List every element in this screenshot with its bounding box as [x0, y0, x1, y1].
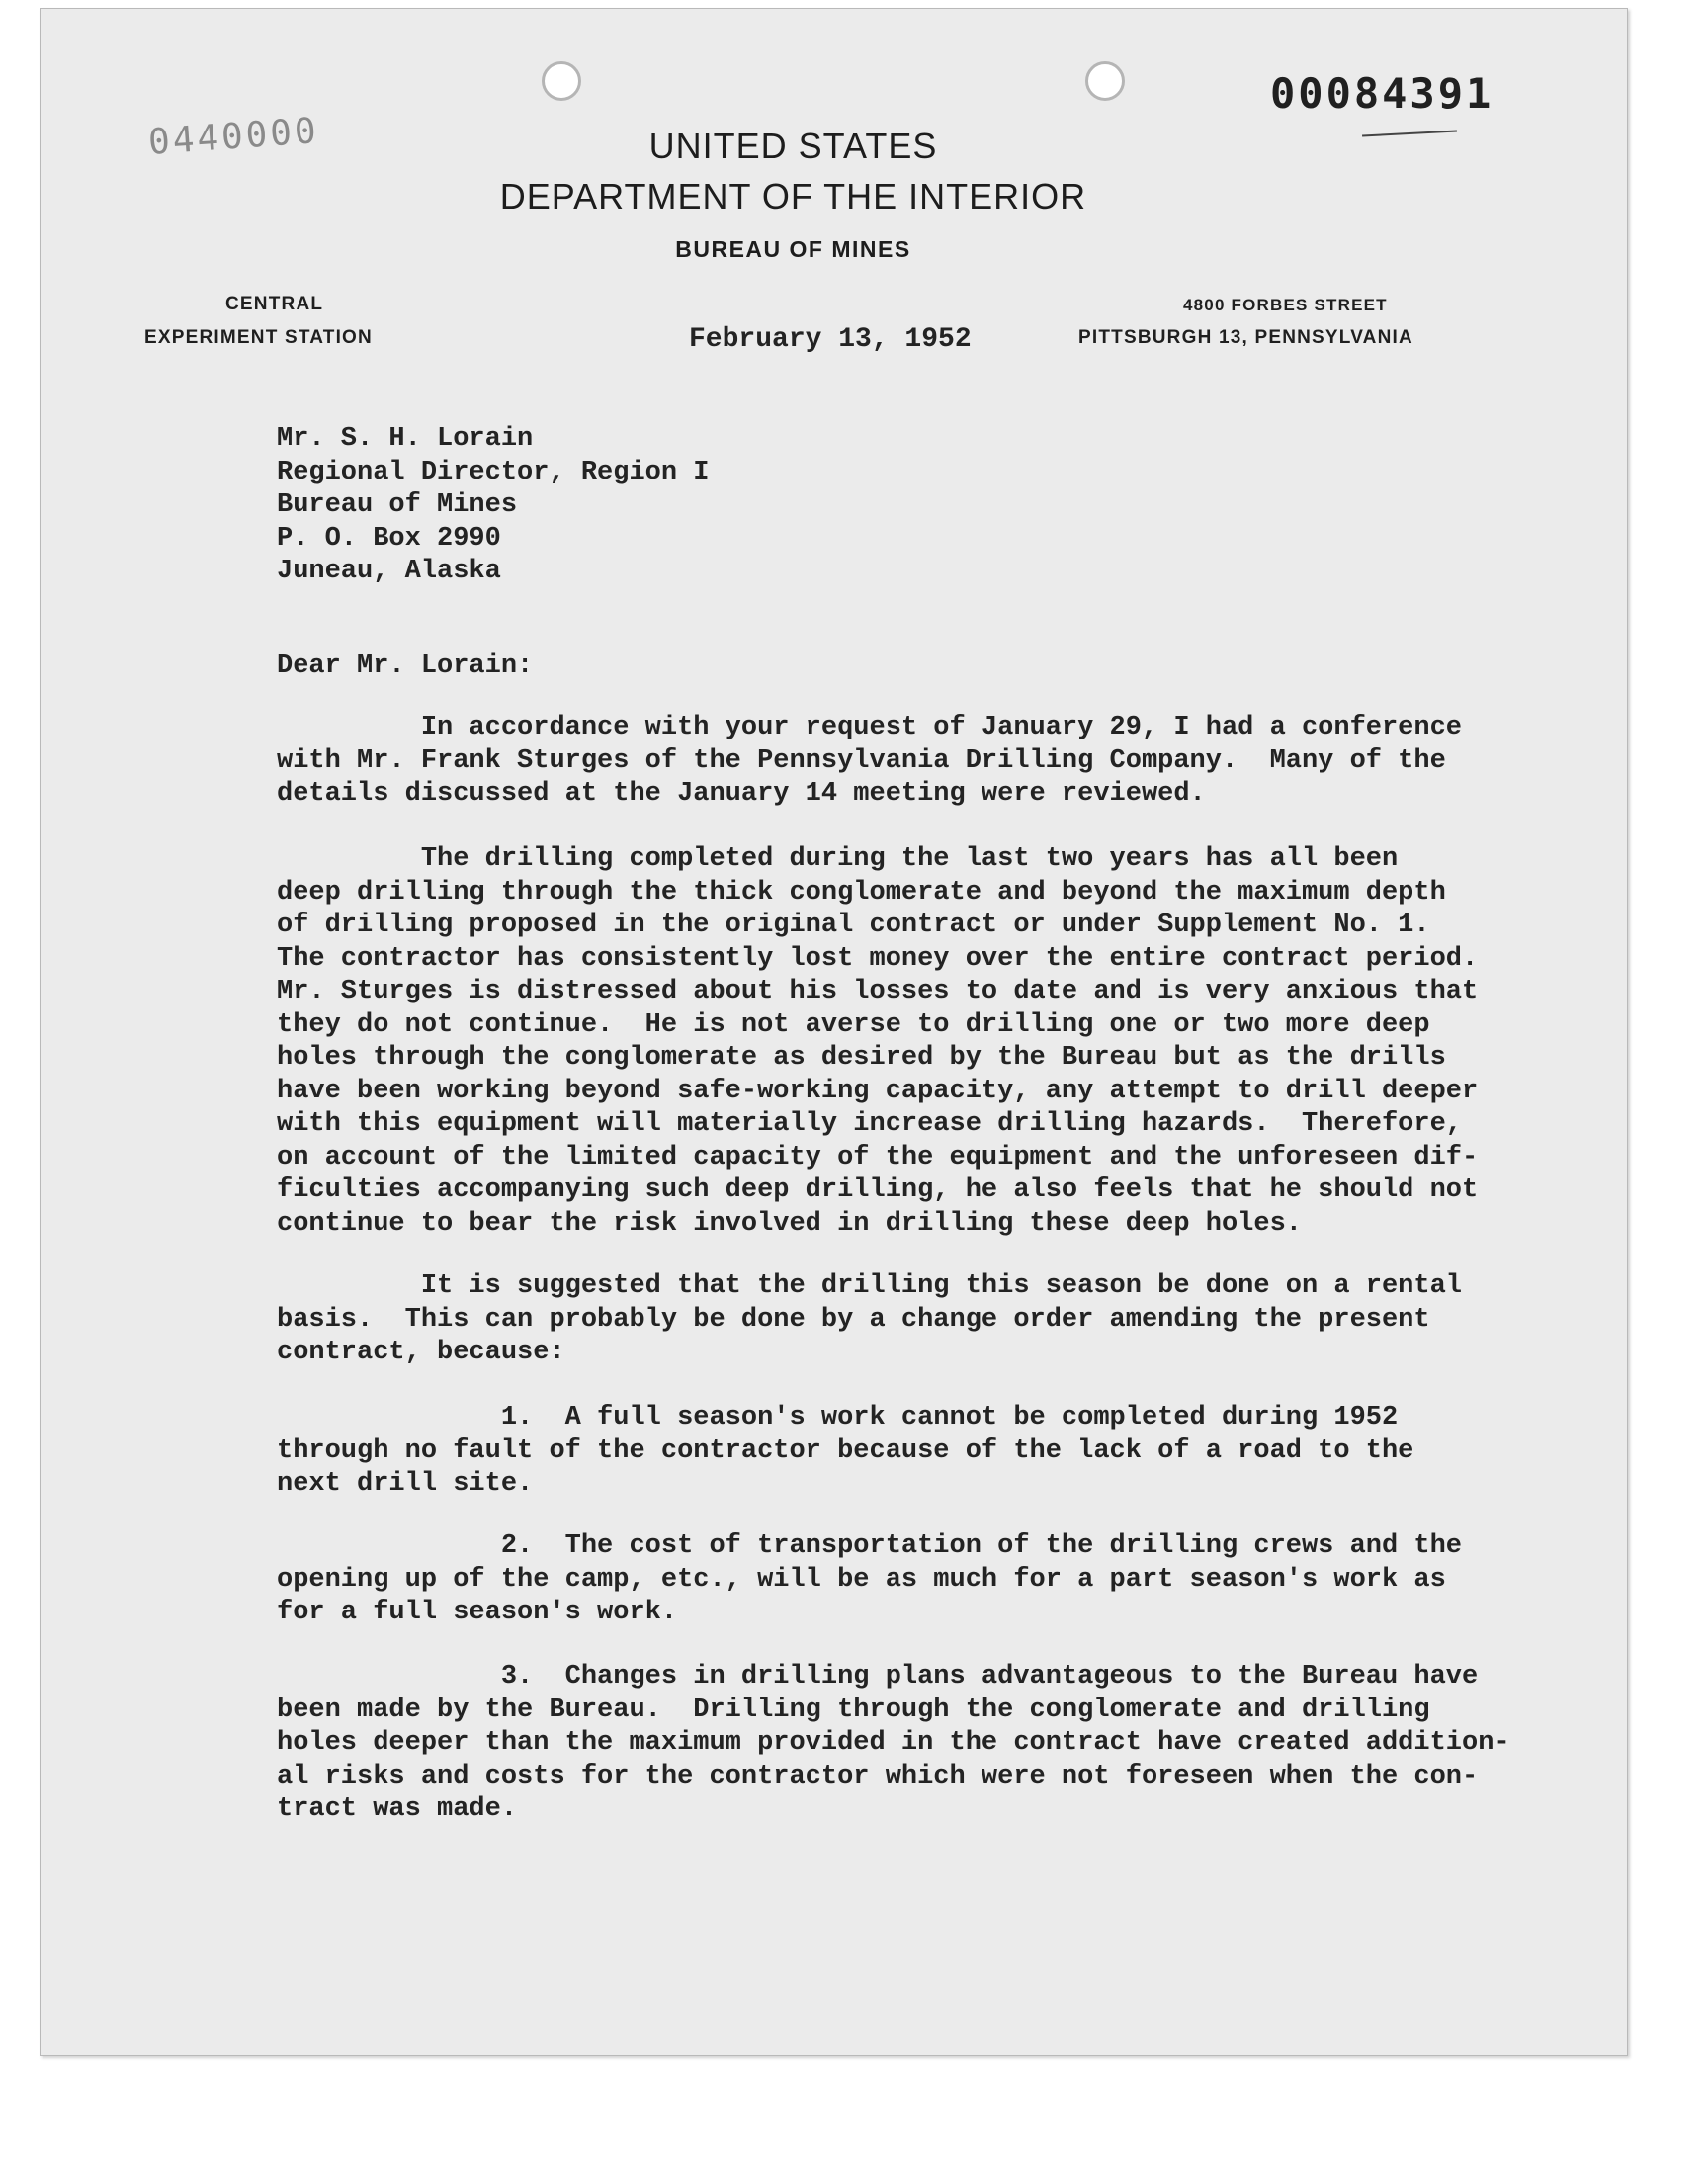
list-item-1 — [277, 1402, 1413, 1502]
recipient-line: Juneau, Alaska — [277, 557, 501, 586]
body-line: continue to bear the risk involved in drilling these deep holes. — [277, 1208, 1302, 1239]
binder-hole-right — [1085, 61, 1125, 101]
letterhead-right-line-2: PITTSBURGH 13, PENNSYLVANIA — [1078, 327, 1413, 348]
body-line: for a full season's work. — [277, 1598, 678, 1627]
stamp-number-left: 0440000 — [146, 111, 320, 163]
paragraph-3 — [277, 1270, 1462, 1370]
body-line: It is suggested that the drilling this season be done on a rental — [277, 1271, 1462, 1301]
body-line: al risks and costs for the contractor which were not foreseen when the con- — [277, 1761, 1479, 1791]
body-line: In accordance with your request of January 29, I had a conference — [277, 713, 1462, 742]
letterhead-line-2: DEPARTMENT OF THE INTERIOR — [499, 176, 1087, 217]
letter-date: February 13, 1952 — [689, 324, 972, 355]
recipient-address — [277, 423, 709, 589]
letterhead-left-line-2: EXPERIMENT STATION — [144, 327, 373, 348]
body-line: tract was made. — [277, 1794, 518, 1824]
body-line: details discussed at the January 14 meeting were reviewed. — [277, 779, 1206, 809]
body-line: next drill site. — [277, 1469, 534, 1499]
body-line: ficulties accompanying such deep drilling, he also feels that he should not — [277, 1175, 1479, 1205]
body-line: with Mr. Frank Sturges of the Pennsylvania Drilling Company. Many of the — [277, 745, 1446, 776]
stamp-number-right: 00084391 — [1270, 69, 1494, 118]
recipient-line: Mr. S. H. Lorain — [277, 424, 534, 454]
body-line: with this equipment will materially increase drilling hazards. Therefore, — [277, 1109, 1462, 1139]
body-line: through no fault of the contractor because of the lack of a road to the — [277, 1436, 1414, 1466]
body-line: The contractor has consistently lost money over the entire contract period. — [277, 943, 1479, 974]
body-line: deep drilling through the thick conglomerate and beyond the maximum depth — [277, 877, 1446, 908]
recipient-line: P. O. Box 2990 — [277, 523, 501, 554]
list-item-2 — [277, 1530, 1462, 1630]
body-line: they do not continue. He is not averse to drilling one or two more deep — [277, 1009, 1430, 1040]
recipient-line: Regional Director, Region I — [277, 457, 710, 487]
paragraph-1 — [277, 712, 1462, 812]
body-line: 3. Changes in drilling plans advantageous to the Bureau have — [277, 1662, 1479, 1692]
body-line: of drilling proposed in the original contract or under Supplement No. 1. — [277, 911, 1430, 940]
letterhead-right-line-1: 4800 FORBES STREET — [1183, 296, 1388, 314]
letterhead-line-3: BUREAU OF MINES — [675, 236, 911, 262]
letterhead-line-1: UNITED STATES — [648, 126, 938, 166]
binder-hole-left — [542, 61, 581, 101]
letterhead-left-line-1: CENTRAL — [225, 294, 324, 314]
body-line: on account of the limited capacity of the equipment and the unforeseen dif- — [277, 1142, 1479, 1173]
body-line: been made by the Bureau. Drilling through the conglomerate and drilling — [277, 1695, 1430, 1725]
body-line: holes through the conglomerate as desired by the Bureau but as the drills — [277, 1043, 1446, 1073]
body-line: The drilling completed during the last two years has all been — [277, 844, 1399, 874]
salutation: Dear Mr. Lorain: — [277, 652, 534, 681]
paragraph-2 — [277, 843, 1478, 1241]
list-item-3 — [277, 1661, 1510, 1827]
body-line: basis. This can probably be done by a change order amending the present — [277, 1304, 1430, 1335]
body-line: 2. The cost of transportation of the drilling crews and the — [277, 1531, 1462, 1561]
body-line: opening up of the camp, etc., will be as much for a part season's work as — [277, 1564, 1446, 1595]
body-line: Mr. Sturges is distressed about his losses to date and is very anxious that — [277, 977, 1479, 1006]
body-line: 1. A full season's work cannot be completed during 1952 — [277, 1403, 1399, 1433]
body-line: holes deeper than the maximum provided in the contract have created addition- — [277, 1728, 1510, 1758]
recipient-line: Bureau of Mines — [277, 490, 518, 520]
body-line: have been working beyond safe-working capacity, any attempt to drill deeper — [277, 1076, 1479, 1106]
body-line: contract, because: — [277, 1338, 565, 1367]
